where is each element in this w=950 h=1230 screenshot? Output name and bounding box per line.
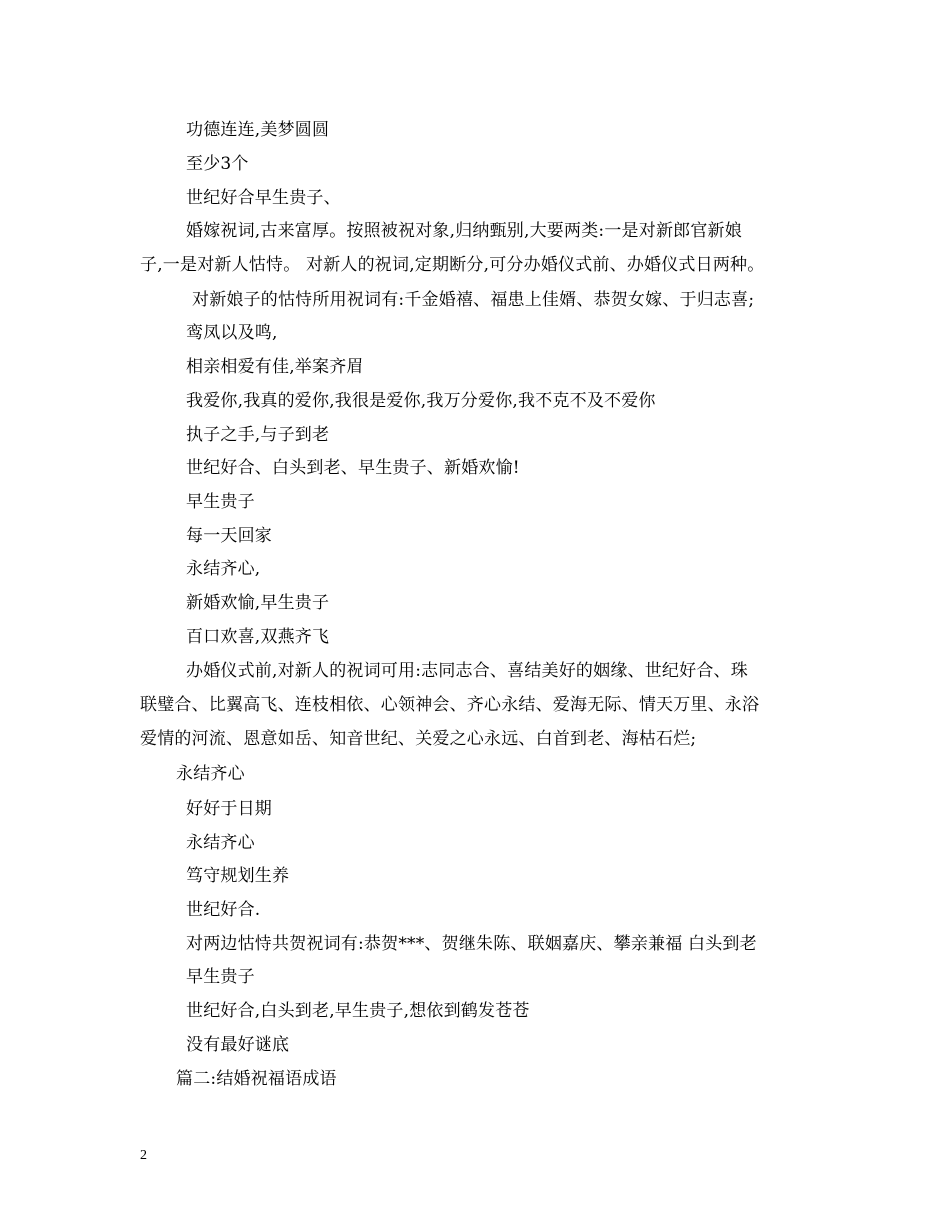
text-line: 我爱你,我真的爱你,我很是爱你,我万分爱你,我不克不及不爱你 <box>186 391 656 411</box>
text-line: 早生贵子 <box>186 967 255 987</box>
text-line: 相亲相爱有佳,举案齐眉 <box>186 357 364 377</box>
text-line: 对新娘子的怙恃所用祝词有:千金婚禧、福患上佳婿、恭贺女嫁、于归志喜; <box>192 290 755 310</box>
text-line: 世纪好合、白头到老、早生贵子、新婚欢愉! <box>186 458 520 478</box>
text-line: 对两边怙恃共贺祝词有:恭贺***、贺继朱陈、联姻嘉庆、攀亲兼福 白头到老 <box>186 934 757 954</box>
text-line: 永结齐心 <box>186 833 255 853</box>
text-line: 早生贵子 <box>186 492 255 512</box>
text-line: 每一天回家 <box>186 526 272 546</box>
text-line: 婚嫁祝词,古来富厚。按照被祝对象,归纳甄别,大要两类:一是对新郎官新娘 <box>186 221 742 241</box>
text-line: 办婚仪式前,对新人的祝词可用:志同志合、喜结美好的姻缘、世纪好合、珠 <box>186 661 748 681</box>
text-line: 没有最好谜底 <box>186 1035 290 1055</box>
text-line: 好好于日期 <box>186 799 272 819</box>
text-line: 世纪好合早生贵子、 <box>186 188 341 208</box>
section-heading: 篇二:结婚祝福语成语 <box>176 1069 337 1089</box>
text-line: 百口欢喜,双燕齐飞 <box>186 627 330 647</box>
text-line: 永结齐心 <box>176 764 245 784</box>
text-line: 鸾凤以及鸣, <box>186 323 278 343</box>
text-line: 新婚欢愉,早生贵子 <box>186 593 330 613</box>
text-line: 功德连连,美梦圆圆 <box>186 120 330 140</box>
page-number: 2 <box>140 1148 147 1163</box>
text-line: 爱情的河流、恩意如岳、知音世纪、关爱之心永远、白首到老、海枯石烂; <box>140 729 697 749</box>
text-line: 永结齐心, <box>186 559 261 579</box>
text-line: 子,一是对新人怙恃。 对新人的祝词,定期断分,可分办婚仪式前、办婚仪式日两种。 <box>140 255 765 275</box>
text-line: 世纪好合,白头到老,早生贵子,想依到鹤发苍苍 <box>186 1001 530 1021</box>
text-line: 笃守规划生养 <box>186 866 290 886</box>
text-line: 执子之手,与子到老 <box>186 425 330 445</box>
text-line: 世纪好合. <box>186 900 261 920</box>
text-line: 至少3个 <box>186 154 249 174</box>
text-line: 联璧合、比翼高飞、连枝相依、心领神会、齐心永结、爱海无际、情天万里、永浴 <box>140 695 760 715</box>
